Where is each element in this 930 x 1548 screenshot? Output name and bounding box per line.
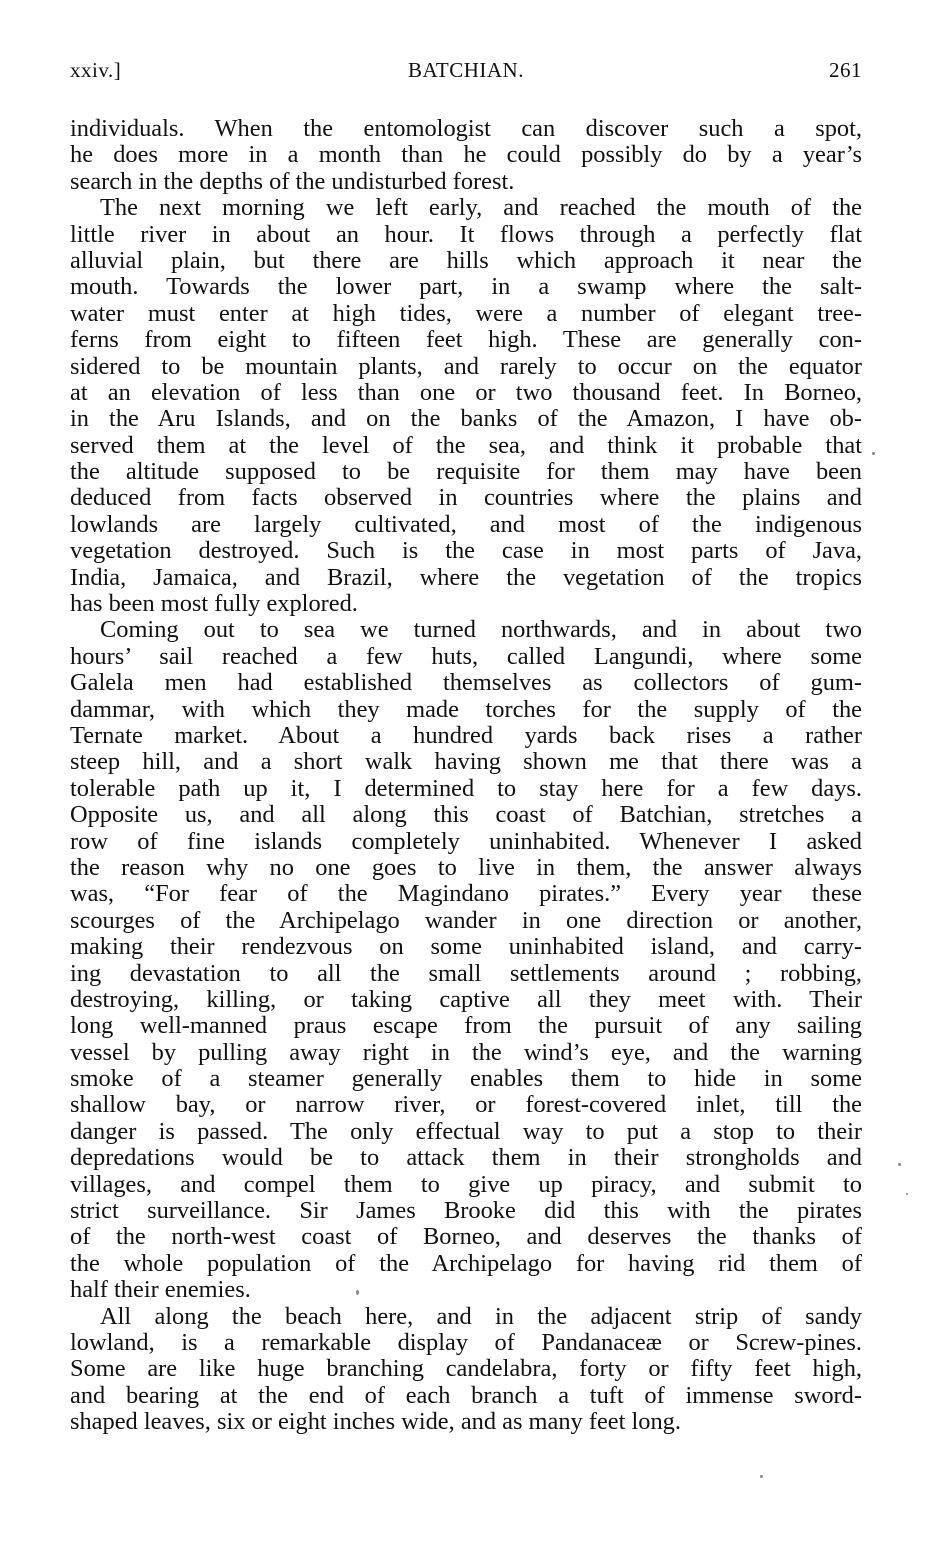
running-title: BATCHIAN. xyxy=(408,58,524,82)
text-line: smoke of a steamer generally enables them to hide in some xyxy=(70,1066,862,1093)
text-line: All along the beach here, and in the adjacent strip of sandy xyxy=(100,1303,862,1330)
text-line: and bearing at the end of each branch a tuft of immense sword- xyxy=(70,1382,862,1409)
paragraph xyxy=(70,1304,862,1436)
text-line: the whole population of the Archipelago for having rid them of xyxy=(70,1250,862,1277)
text-line: lowland, is a remarkable display of Pandanaceæ or Screw-pines. xyxy=(70,1329,862,1356)
scan-speck xyxy=(760,1475,763,1478)
chapter-number: xxiv.] xyxy=(70,58,122,82)
text-line: tolerable path up it, I determined to stay here for a few days. xyxy=(70,775,862,802)
text-line: Opposite us, and all along this coast of Batchian, stretches a xyxy=(70,802,862,829)
text-line: depredations would be to attack them in their strongholds and xyxy=(70,1145,862,1172)
text-line: strict surveillance. Sir James Brooke did this with the pirates xyxy=(70,1198,862,1225)
text-line: half their enemies. xyxy=(70,1277,251,1304)
text-line: shallow bay, or narrow river, or forest-covered inlet, till the xyxy=(70,1092,862,1119)
scan-speck xyxy=(356,1290,359,1295)
paragraph xyxy=(70,116,862,195)
text-line: The next morning we left early, and reached the mouth of the xyxy=(100,195,862,222)
text-line: at an elevation of less than one or two thousand feet. In Borneo, xyxy=(70,379,862,406)
running-head xyxy=(70,58,862,90)
text-line: ing devastation to all the small settlements around ; robbing, xyxy=(70,960,862,987)
text-line: India, Jamaica, and Brazil, where the vegetation of the tropics xyxy=(70,564,862,591)
text-line: scourges of the Archipelago wander in one direction or another, xyxy=(70,907,862,934)
text-line: row of fine islands completely uninhabited. Whenever I asked xyxy=(70,828,862,855)
text-line: alluvial plain, but there are hills which approach it near the xyxy=(70,247,862,274)
text-line: the altitude supposed to be requisite for them may have been xyxy=(70,459,862,486)
text-line: was, “For fear of the Magindano pirates.” Every year these xyxy=(70,881,862,908)
text-line: Some are like huge branching candelabra, forty or fifty feet high, xyxy=(70,1356,862,1383)
paragraph xyxy=(70,195,862,617)
text-line: long well-manned praus escape from the pursuit of any sailing xyxy=(70,1013,862,1040)
text-line: ferns from eight to fifteen feet high. These are generally con- xyxy=(70,327,862,354)
text-line: served them at the level of the sea, and think it probable that xyxy=(70,432,862,459)
text-line: vessel by pulling away right in the wind’s eye, and the warning xyxy=(70,1039,862,1066)
text-line: mouth. Towards the lower part, in a swamp where the salt- xyxy=(70,274,862,301)
text-line: search in the depths of the undisturbed forest. xyxy=(70,168,515,195)
text-line: Ternate market. About a hundred yards back rises a rather xyxy=(70,722,862,749)
text-line: Galela men had established themselves as collectors of gum- xyxy=(70,670,862,697)
text-line: making their rendezvous on some uninhabited island, and carry- xyxy=(70,934,862,961)
page-number: 261 xyxy=(829,58,862,82)
scan-speck xyxy=(872,452,875,455)
text-line: water must enter at high tides, were a number of elegant tree- xyxy=(70,300,862,327)
text-line: in the Aru Islands, and on the banks of the Amazon, I have ob- xyxy=(70,406,862,433)
text-line: little river in about an hour. It flows through a perfectly flat xyxy=(70,221,862,248)
paragraph xyxy=(70,617,862,1303)
text-line: dammar, with which they made torches for the supply of the xyxy=(70,696,862,723)
text-line: villages, and compel them to give up piracy, and submit to xyxy=(70,1171,862,1198)
text-line: shaped leaves, six or eight inches wide, and as many feet long. xyxy=(70,1409,681,1436)
text-line: he does more in a month than he could possibly do by a year’s xyxy=(70,142,862,169)
text-line: destroying, killing, or taking captive all they meet with. Their xyxy=(70,986,862,1013)
body-text xyxy=(70,116,862,1436)
text-line: of the north-west coast of Borneo, and deserves the thanks of xyxy=(70,1224,862,1251)
text-line: steep hill, and a short walk having shown me that there was a xyxy=(70,749,862,776)
text-line: lowlands are largely cultivated, and most of the indigenous xyxy=(70,511,862,538)
text-line: individuals. When the entomologist can discover such a spot, xyxy=(70,116,862,142)
text-line: sidered to be mountain plants, and rarely to occur on the equator xyxy=(70,353,862,380)
text-line: danger is passed. The only effectual way to put a stop to their xyxy=(70,1118,862,1145)
text-line: Coming out to sea we turned northwards, and in about two xyxy=(100,617,862,644)
text-line: has been most fully explored. xyxy=(70,591,358,618)
scan-speck xyxy=(898,1163,901,1166)
scan-speck xyxy=(906,1193,908,1195)
text-line: deduced from facts observed in countries where the plains and xyxy=(70,485,862,512)
text-line: the reason why no one goes to live in them, the answer always xyxy=(70,854,862,881)
text-line: vegetation destroyed. Such is the case in most parts of Java, xyxy=(70,538,862,565)
text-line: hours’ sail reached a few huts, called Langundi, where some xyxy=(70,643,862,670)
